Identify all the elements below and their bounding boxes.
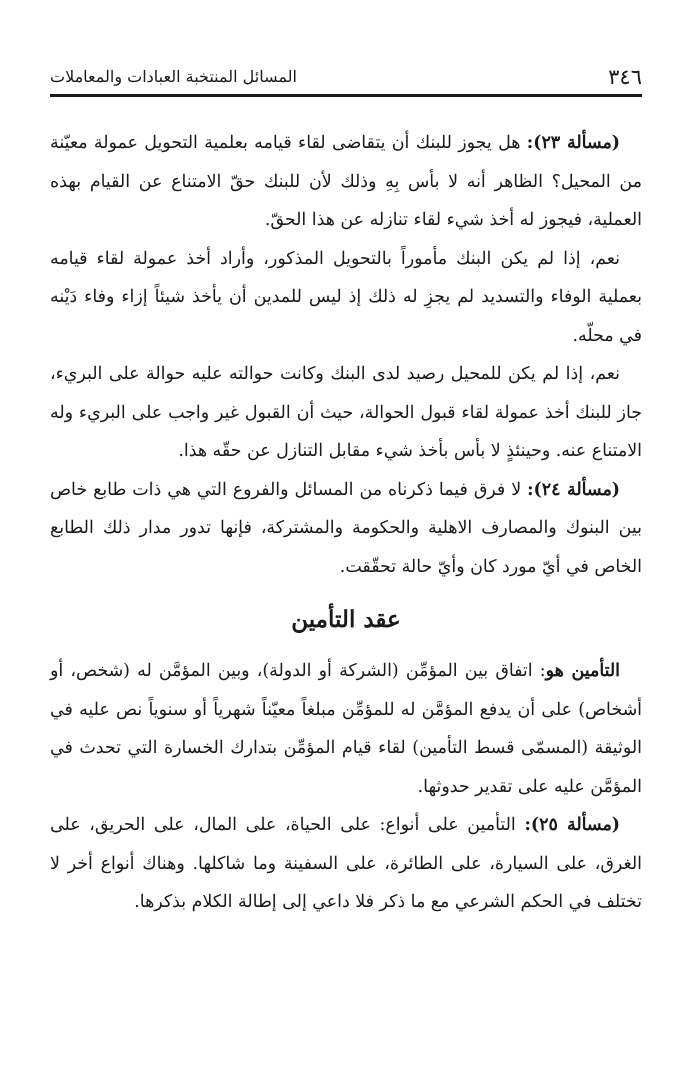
paragraph-no-balance: نعم، إذا لم يكن للمحيل رصيد لدى البنك وكانت حوالته عليه حوالة على البريء، جاز للبنك أخذ عمولة لقاء قبول الحوالة، حيث أن القبول غير واجب على البريء وله الامتناع عنه. وحينئذٍ لا بأس بأخذ شيء مقابل التنازل عن حقّه هذا.: [50, 364, 642, 461]
page-body: [50, 124, 642, 922]
section-heading: عقد التأمين: [291, 606, 401, 633]
page-number: ٣٤٦: [608, 65, 642, 89]
paragraph-insurance-definition: [50, 652, 642, 806]
page-header: [50, 56, 642, 97]
paragraph-issue-25: [50, 806, 642, 922]
issue-24-label: (مسألة ٢٤):: [527, 479, 620, 500]
running-title: المسائل المنتخبة العبادات والمعاملات: [50, 67, 297, 86]
insurance-definition-text: : اتفاق بين المؤمِّن (الشركة أو الدولة)، وبين المؤمَّن له (شخص، أو أشخاص) على أن يدفع المؤمَّن له للمؤمِّن مبلغاً معيّناً شهرياً أو سنوياً نص عليه في الوثيقة (المسمّى قسط التأمين) لقاء قيام المؤمِّن بتدارك الخسارة التي تحدث في المؤمَّن عليه على تقدير حدوثها.: [50, 661, 642, 797]
paragraph-issue-23: [50, 124, 642, 240]
paragraph-not-commissioned: نعم، إذا لم يكن البنك مأموراً بالتحويل المذكور، وأراد أخذ عمولة لقاء قيامه بعملية الوفاء والتسديد لم يجزِ له ذلك إذ ليس للمدين أن يأخذ شيئاً إزاء وفاء دَيْنه في محلّه.: [50, 248, 642, 346]
issue-25-label: (مسألة ٢٥):: [524, 815, 620, 835]
issue-25-text: التأمين على أنواع: على الحياة، على المال، على الحريق، على الغرق، على السيارة، على الطائرة، على السفينة وما شاكلها. وهناك أنواع أخر لا تختلف في الحكم الشرعي مع ما ذكر فلا داعي إلى إطالة الكلام بذكرها.: [50, 815, 642, 912]
issue-24-text: لا فرق فيما ذكرناه من المسائل والفروع التي هي ذات طابع خاص بين البنوك والمصارف الاهلية والحكومة والمشتركة، فإنها تدور مدار ذلك الطابع الخاص في أيّ مورد كان وأيّ حالة تحقّقت.: [50, 479, 642, 577]
issue-23-text: هل يجوز للبنك أن يتقاضى لقاء قيامه بعلمية التحويل عمولة معيّنة من المحيل؟ الظاهر أنه لا بأس بِهِ وذلك لأن للبنك حقّ الامتناع عن القيام بهذه العملية، فيجوز له أخذ شيء لقاء تنازله عن هذا الحقّ.: [50, 133, 642, 230]
insurance-definition-label: التأمين هو: [545, 661, 621, 681]
paragraph-issue-24: [50, 471, 642, 587]
issue-23-label: (مسألة ٢٣):: [526, 133, 620, 153]
